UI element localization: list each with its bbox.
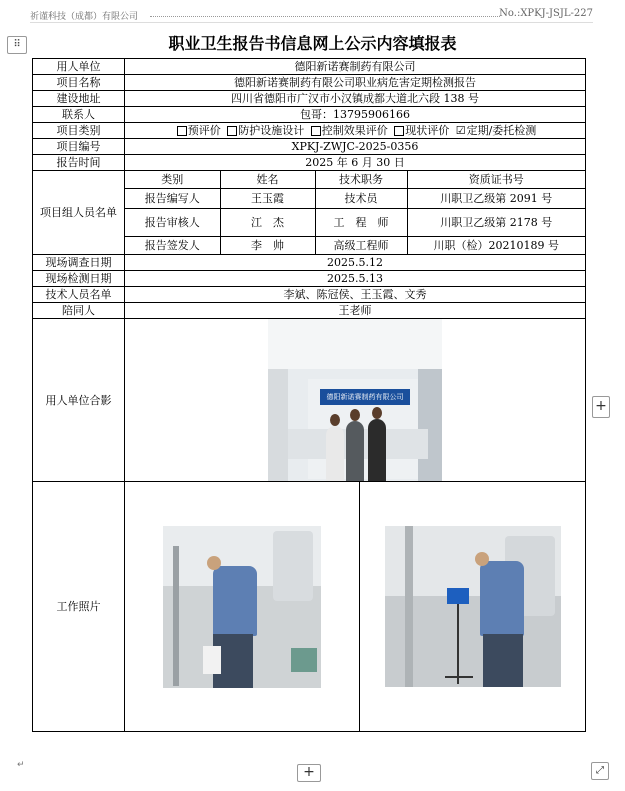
row-project-name — [33, 75, 586, 91]
row-employer — [33, 59, 586, 75]
row-group-photo — [33, 319, 586, 482]
checkbox-pre-eval[interactable] — [177, 126, 187, 136]
cell-value[interactable]: 四川省德阳市广汉市小汉镇成都大道北六段 138 号 — [125, 91, 586, 107]
team-role[interactable]: 报告编写人 — [125, 189, 220, 209]
work-photo-table — [125, 482, 585, 731]
team-title[interactable]: 工 程 师 — [315, 209, 407, 237]
cell-label[interactable]: 报告时间 — [33, 155, 125, 171]
row-survey-date — [33, 255, 586, 271]
team-table — [125, 171, 585, 254]
cell-label[interactable]: 工作照片 — [33, 482, 125, 732]
cell-value[interactable]: 2025.5.13 — [125, 271, 586, 287]
checkbox-control-effect[interactable] — [311, 126, 321, 136]
person-head — [372, 407, 382, 419]
option-label: 定期/委托检测 — [466, 124, 537, 137]
row-companion — [33, 303, 586, 319]
team-name[interactable]: 江 杰 — [220, 209, 315, 237]
option-label: 防护设施设计 — [238, 124, 305, 137]
cell-photo — [125, 482, 586, 732]
team-cert[interactable]: 川职卫乙级第 2091 号 — [407, 189, 585, 209]
work-photo-cell[interactable] — [125, 482, 360, 731]
cell-label[interactable]: 现场检测日期 — [33, 271, 125, 287]
cell-label[interactable]: 陪同人 — [33, 303, 125, 319]
cell-photo[interactable] — [125, 319, 586, 482]
row-work-photo — [33, 482, 586, 732]
team-row — [125, 189, 585, 209]
cell-label[interactable]: 建设地址 — [33, 91, 125, 107]
cell-value[interactable] — [125, 123, 586, 139]
info-table — [32, 58, 586, 732]
option-label: 预评价 — [187, 124, 221, 137]
team-role[interactable]: 报告审核人 — [125, 209, 220, 237]
header-company: 祈谨科技（成都）有限公司 — [30, 12, 139, 22]
cell-value[interactable]: 包哥：13795906166 — [125, 107, 586, 123]
cell-label[interactable]: 项目名称 — [33, 75, 125, 91]
team-row — [125, 209, 585, 237]
add-row-plus-icon[interactable]: + — [297, 764, 321, 782]
team-cell — [125, 171, 586, 255]
person — [368, 419, 386, 481]
cell-label[interactable]: 用人单位 — [33, 59, 125, 75]
cell-value[interactable]: 2025.5.12 — [125, 255, 586, 271]
cell-label[interactable]: 项目编号 — [33, 139, 125, 155]
cell-value[interactable]: 2025 年 6 月 30 日 — [125, 155, 586, 171]
team-header[interactable]: 姓名 — [220, 171, 315, 189]
cell-value[interactable]: 德阳新诺赛制药有限公司 — [125, 59, 586, 75]
row-contact — [33, 107, 586, 123]
team-header[interactable]: 资质证书号 — [407, 171, 585, 189]
row-report-time — [33, 155, 586, 171]
team-cert[interactable]: 川职卫乙级第 2178 号 — [407, 209, 585, 237]
row-test-date — [33, 271, 586, 287]
paragraph-mark-icon: ↵ — [17, 760, 25, 770]
row-address — [33, 91, 586, 107]
work-photo-image[interactable] — [385, 526, 561, 687]
option-label: 现状评价 — [405, 124, 450, 137]
team-title[interactable]: 技术员 — [315, 189, 407, 209]
cell-value[interactable]: 李斌、陈冠侯、王玉霞、文秀 — [125, 287, 586, 303]
cell-label[interactable] — [33, 171, 125, 255]
team-header-row — [125, 171, 585, 189]
cell-label[interactable]: 联系人 — [33, 107, 125, 123]
team-header[interactable]: 技术职务 — [315, 171, 407, 189]
team-cert[interactable]: 川职（检）20210189 号 — [433, 239, 559, 252]
cell-value[interactable]: 德阳新诺赛制药有限公司职业病危害定期检测报告 — [125, 75, 586, 91]
cell-value[interactable]: 王老师 — [125, 303, 586, 319]
checkbox-periodic-test[interactable]: ☑ — [455, 124, 466, 137]
team-label: 项目组人员名单 — [40, 205, 117, 219]
team-header[interactable]: 类别 — [125, 171, 220, 189]
person — [326, 426, 344, 481]
checkbox-protection-design[interactable] — [227, 126, 237, 136]
cell-label[interactable]: 技术人员名单 — [33, 287, 125, 303]
team-name[interactable]: 李 帅 — [220, 237, 315, 255]
row-project-no — [33, 139, 586, 155]
page-title: 职业卫生报告书信息网上公示内容填报表 — [168, 34, 457, 53]
team-name[interactable]: 王玉霞 — [220, 189, 315, 209]
row-technicians — [33, 287, 586, 303]
table-resize-handle-icon[interactable]: ⤢ — [591, 762, 609, 780]
header-rule — [30, 22, 593, 23]
work-photo-image[interactable] — [163, 526, 321, 688]
option-label: 控制效果评价 — [321, 124, 388, 137]
person — [346, 421, 364, 481]
group-photo-image[interactable] — [268, 319, 442, 481]
row-project-type — [33, 123, 586, 139]
cell-label[interactable]: 项目类别 — [33, 123, 125, 139]
cell-label[interactable]: 用人单位合影 — [33, 319, 125, 482]
team-row — [125, 237, 585, 255]
cell-value[interactable]: XPKJ-ZWJC-2025-0356 — [125, 139, 586, 155]
add-column-plus-icon[interactable]: + — [592, 396, 610, 418]
header-dots — [150, 16, 500, 17]
row-team — [33, 171, 586, 255]
work-photo-cell[interactable] — [360, 482, 586, 731]
person-head — [350, 409, 360, 421]
checkbox-status-eval[interactable] — [394, 126, 404, 136]
cell-label[interactable]: 现场调查日期 — [33, 255, 125, 271]
company-sign: 德阳新诺赛制药有限公司 — [320, 389, 410, 405]
person-head — [330, 414, 340, 426]
team-role[interactable]: 报告签发人 — [125, 237, 220, 255]
header-doc-no: No.:XPKJ-JSJL-227 — [499, 8, 593, 19]
table-move-handle-icon[interactable]: ⠿ — [7, 36, 27, 54]
team-title[interactable]: 高级工程师 — [315, 237, 407, 255]
